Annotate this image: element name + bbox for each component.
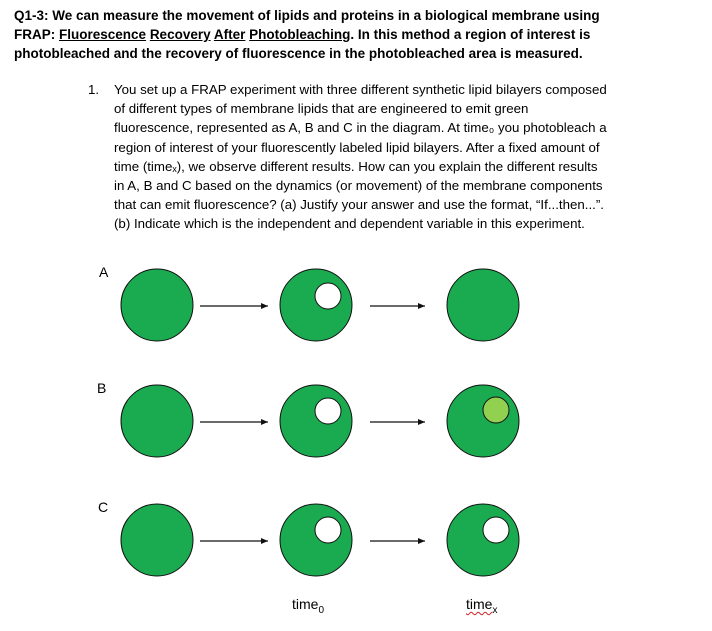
row-label-a: A (99, 264, 109, 280)
question-number: 1. (88, 82, 100, 97)
question-line: (b) Indicate which is the independent and dependent variable in this experiment. (114, 216, 585, 232)
question-line: fluorescence, represented as A, B and C in the diagram. At time₀ you photobleach a (114, 120, 607, 136)
bleached-spot-a (315, 283, 341, 309)
term-fluorescence: Fluorescence (59, 27, 147, 42)
membrane-a-time0 (121, 269, 193, 341)
question-line: in A, B and C based on the dynamics (or movement) of the membrane components (114, 178, 603, 194)
heading-line-1: Q1-3: We can measure the movement of lipids and proteins in a biological membrane using (14, 8, 600, 23)
term-recovery: Recovery (149, 27, 211, 42)
membrane-b-partial (447, 385, 519, 457)
row-label-b: B (97, 380, 107, 396)
question-line: You set up a FRAP experiment with three different synthetic lipid bilayers composed (114, 82, 607, 97)
heading-line-2: FRAP: Fluorescence Recovery After Photobleaching. In this method a region of interest is (14, 27, 591, 42)
bleached-spot-b (315, 398, 341, 424)
question-line: region of interest of your fluorescently labeled lipid bilayers. After a fixed amount of (114, 139, 600, 155)
membrane-c-bleached (280, 504, 352, 576)
membrane-c-no-recovery (447, 504, 519, 576)
heading-line-3: photobleached and the recovery of fluorescence in the photobleached area is measured. (14, 46, 583, 61)
question-line: time (timeₓ), we observe different results. How can you explain the different results (114, 158, 598, 174)
bleached-spot-c (315, 517, 341, 543)
term-photobleaching: Photobleaching (249, 27, 351, 42)
question-line: of different types of membrane lipids that are engineered to emit green (114, 101, 529, 117)
membrane-b-time0 (121, 385, 193, 457)
time0-label: time$_0$ (292, 596, 325, 616)
membrane-a-recovered (447, 269, 519, 341)
term-after: After (213, 27, 246, 42)
row-label-c: C (98, 499, 109, 515)
partial-recovery-spot-b (483, 397, 509, 423)
question-line: that can emit fluorescence? (a) Justify your answer and use the format, “If...then...”. (114, 197, 604, 213)
bleached-spot-c-persist (483, 517, 509, 543)
membrane-c-time0 (121, 504, 193, 576)
timex-label: time$_x$ (466, 596, 498, 616)
membrane-b-bleached (280, 385, 352, 457)
membrane-a-bleached (280, 269, 352, 341)
